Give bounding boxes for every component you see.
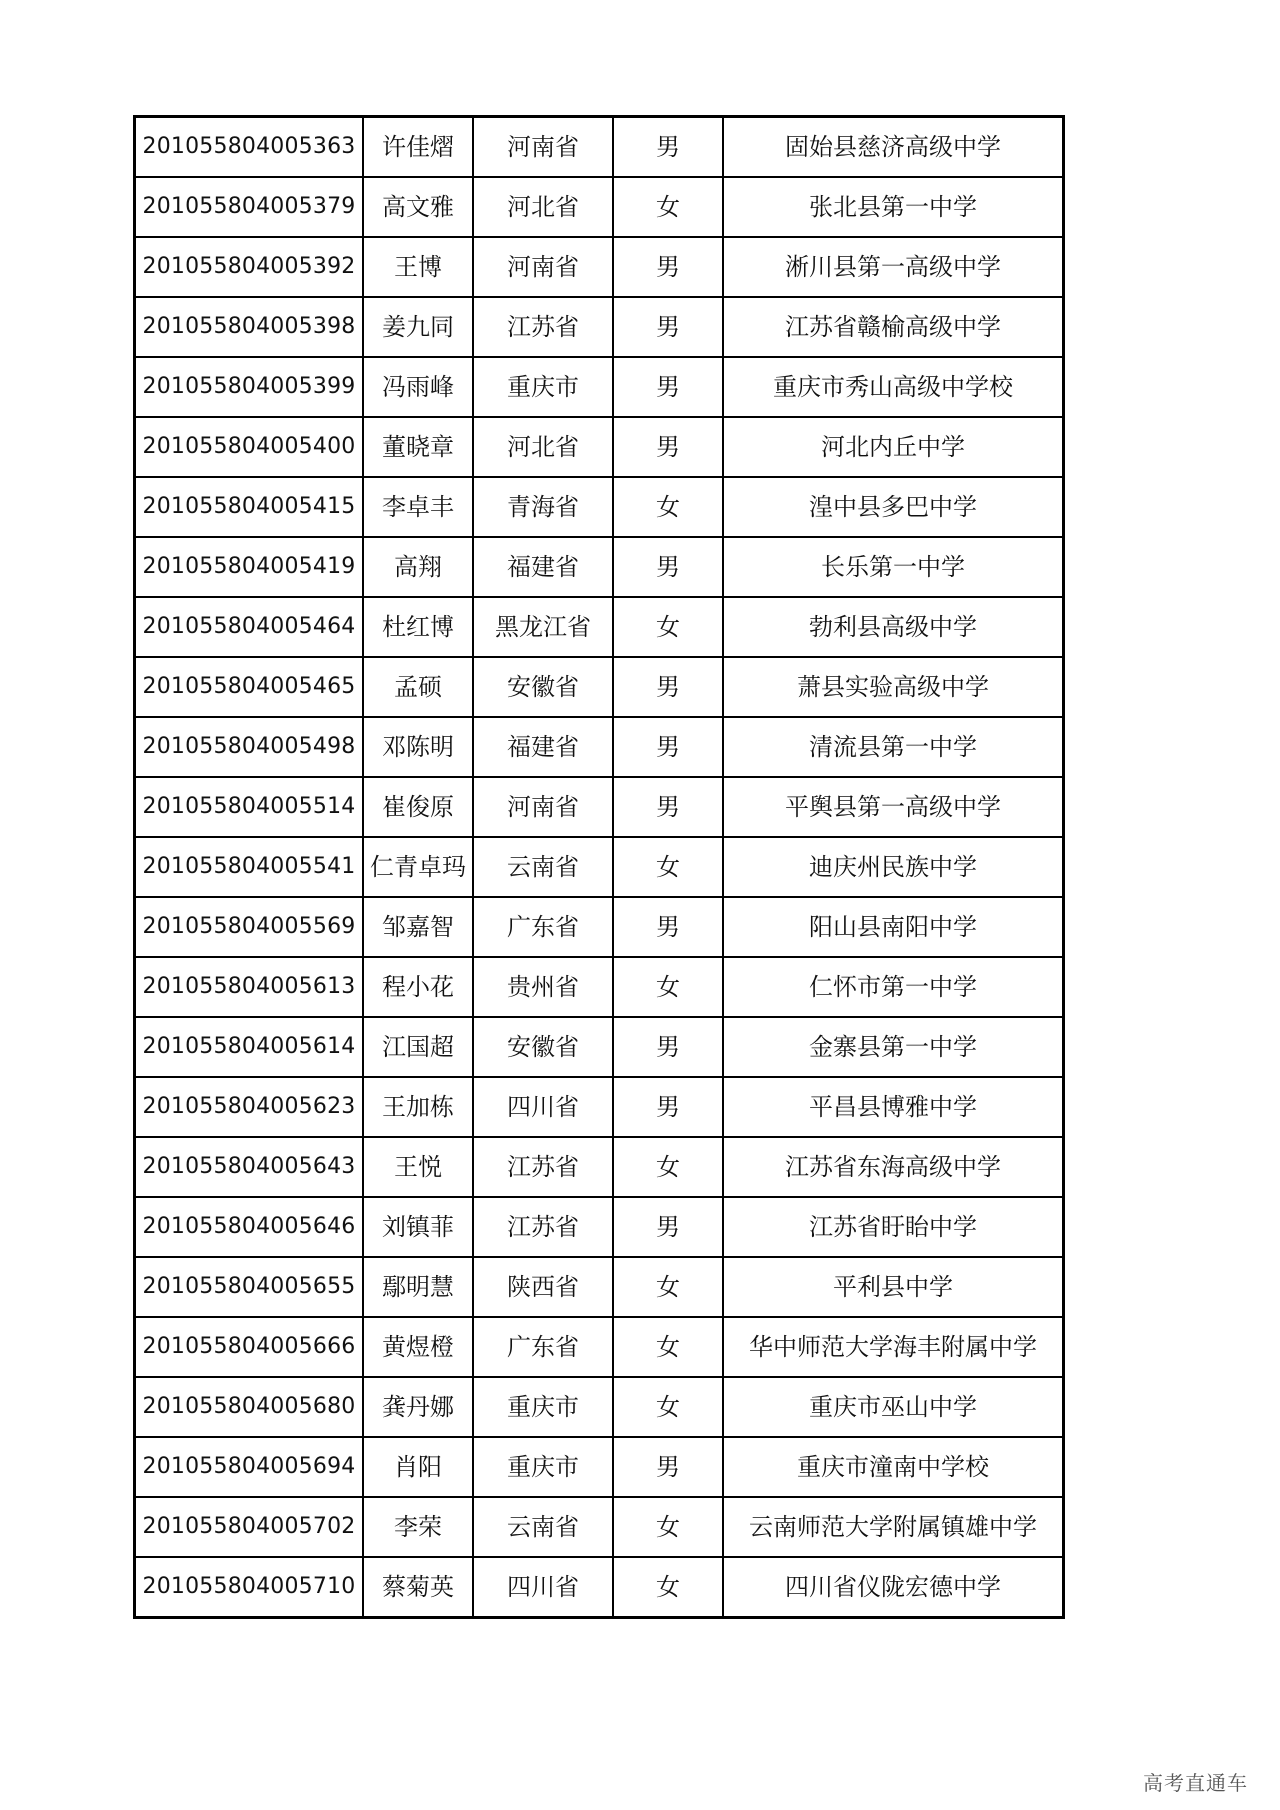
cell-gender: 男 bbox=[613, 1017, 723, 1077]
cell-student-name: 杜红博 bbox=[363, 597, 473, 657]
cell-school: 金寨县第一中学 bbox=[723, 1017, 1064, 1077]
cell-exam-id: 201055804005614 bbox=[135, 1017, 364, 1077]
cell-province: 陕西省 bbox=[473, 1257, 613, 1317]
cell-student-name: 姜九同 bbox=[363, 297, 473, 357]
cell-school: 长乐第一中学 bbox=[723, 537, 1064, 597]
cell-student-name: 龚丹娜 bbox=[363, 1377, 473, 1437]
cell-province: 河北省 bbox=[473, 177, 613, 237]
cell-gender: 男 bbox=[613, 537, 723, 597]
table-row bbox=[135, 1497, 1064, 1557]
cell-province: 广东省 bbox=[473, 897, 613, 957]
cell-gender: 男 bbox=[613, 417, 723, 477]
cell-school: 重庆市潼南中学校 bbox=[723, 1437, 1064, 1497]
cell-school: 重庆市秀山高级中学校 bbox=[723, 357, 1064, 417]
table-row bbox=[135, 477, 1064, 537]
table-row bbox=[135, 297, 1064, 357]
cell-gender: 男 bbox=[613, 657, 723, 717]
cell-school: 阳山县南阳中学 bbox=[723, 897, 1064, 957]
cell-exam-id: 201055804005464 bbox=[135, 597, 364, 657]
cell-exam-id: 201055804005415 bbox=[135, 477, 364, 537]
table-row bbox=[135, 537, 1064, 597]
cell-school: 固始县慈济高级中学 bbox=[723, 117, 1064, 178]
cell-school: 清流县第一中学 bbox=[723, 717, 1064, 777]
cell-province: 黑龙江省 bbox=[473, 597, 613, 657]
cell-gender: 女 bbox=[613, 1317, 723, 1377]
cell-school: 四川省仪陇宏德中学 bbox=[723, 1557, 1064, 1618]
table-row bbox=[135, 1437, 1064, 1497]
cell-student-name: 李荣 bbox=[363, 1497, 473, 1557]
watermark-text: 高考直通车 bbox=[1143, 1771, 1248, 1795]
cell-gender: 女 bbox=[613, 957, 723, 1017]
cell-province: 福建省 bbox=[473, 717, 613, 777]
cell-province: 河南省 bbox=[473, 237, 613, 297]
cell-province: 重庆市 bbox=[473, 357, 613, 417]
cell-exam-id: 201055804005392 bbox=[135, 237, 364, 297]
cell-school: 江苏省盱眙中学 bbox=[723, 1197, 1064, 1257]
table-row bbox=[135, 657, 1064, 717]
cell-school: 华中师范大学海丰附属中学 bbox=[723, 1317, 1064, 1377]
table-row bbox=[135, 837, 1064, 897]
table-row bbox=[135, 777, 1064, 837]
cell-gender: 男 bbox=[613, 117, 723, 178]
cell-student-name: 仁青卓玛 bbox=[363, 837, 473, 897]
cell-gender: 男 bbox=[613, 1437, 723, 1497]
cell-school: 平昌县博雅中学 bbox=[723, 1077, 1064, 1137]
cell-student-name: 孟硕 bbox=[363, 657, 473, 717]
cell-exam-id: 201055804005363 bbox=[135, 117, 364, 178]
cell-gender: 女 bbox=[613, 1257, 723, 1317]
cell-school: 勃利县高级中学 bbox=[723, 597, 1064, 657]
cell-student-name: 程小花 bbox=[363, 957, 473, 1017]
cell-student-name: 王博 bbox=[363, 237, 473, 297]
cell-province: 江苏省 bbox=[473, 297, 613, 357]
cell-province: 云南省 bbox=[473, 837, 613, 897]
cell-exam-id: 201055804005419 bbox=[135, 537, 364, 597]
cell-gender: 男 bbox=[613, 777, 723, 837]
cell-student-name: 黄煜橙 bbox=[363, 1317, 473, 1377]
cell-school: 云南师范大学附属镇雄中学 bbox=[723, 1497, 1064, 1557]
table-row bbox=[135, 177, 1064, 237]
cell-province: 云南省 bbox=[473, 1497, 613, 1557]
cell-student-name: 冯雨峰 bbox=[363, 357, 473, 417]
cell-exam-id: 201055804005398 bbox=[135, 297, 364, 357]
cell-student-name: 高文雅 bbox=[363, 177, 473, 237]
cell-student-name: 崔俊原 bbox=[363, 777, 473, 837]
cell-exam-id: 201055804005646 bbox=[135, 1197, 364, 1257]
cell-exam-id: 201055804005465 bbox=[135, 657, 364, 717]
table-row bbox=[135, 1137, 1064, 1197]
cell-province: 青海省 bbox=[473, 477, 613, 537]
cell-exam-id: 201055804005694 bbox=[135, 1437, 364, 1497]
table-row bbox=[135, 1257, 1064, 1317]
cell-exam-id: 201055804005399 bbox=[135, 357, 364, 417]
cell-gender: 女 bbox=[613, 837, 723, 897]
cell-gender: 女 bbox=[613, 477, 723, 537]
cell-province: 四川省 bbox=[473, 1557, 613, 1618]
cell-student-name: 蔡菊英 bbox=[363, 1557, 473, 1618]
cell-school: 张北县第一中学 bbox=[723, 177, 1064, 237]
cell-school: 仁怀市第一中学 bbox=[723, 957, 1064, 1017]
cell-province: 江苏省 bbox=[473, 1137, 613, 1197]
cell-student-name: 董晓章 bbox=[363, 417, 473, 477]
table-row bbox=[135, 1557, 1064, 1618]
cell-province: 重庆市 bbox=[473, 1377, 613, 1437]
cell-exam-id: 201055804005702 bbox=[135, 1497, 364, 1557]
cell-student-name: 李卓丰 bbox=[363, 477, 473, 537]
table-row bbox=[135, 1017, 1064, 1077]
admission-roster-table bbox=[133, 115, 1065, 1619]
table-row bbox=[135, 1377, 1064, 1437]
cell-exam-id: 201055804005514 bbox=[135, 777, 364, 837]
cell-school: 迪庆州民族中学 bbox=[723, 837, 1064, 897]
cell-province: 四川省 bbox=[473, 1077, 613, 1137]
table-row bbox=[135, 357, 1064, 417]
cell-gender: 男 bbox=[613, 897, 723, 957]
cell-gender: 女 bbox=[613, 1137, 723, 1197]
cell-exam-id: 201055804005710 bbox=[135, 1557, 364, 1618]
cell-student-name: 刘镇菲 bbox=[363, 1197, 473, 1257]
cell-province: 河北省 bbox=[473, 417, 613, 477]
cell-gender: 女 bbox=[613, 1497, 723, 1557]
cell-province: 河南省 bbox=[473, 117, 613, 178]
cell-exam-id: 201055804005666 bbox=[135, 1317, 364, 1377]
cell-province: 福建省 bbox=[473, 537, 613, 597]
cell-province: 安徽省 bbox=[473, 657, 613, 717]
cell-gender: 男 bbox=[613, 717, 723, 777]
cell-province: 贵州省 bbox=[473, 957, 613, 1017]
cell-student-name: 许佳熠 bbox=[363, 117, 473, 178]
cell-exam-id: 201055804005643 bbox=[135, 1137, 364, 1197]
cell-school: 重庆市巫山中学 bbox=[723, 1377, 1064, 1437]
cell-school: 江苏省东海高级中学 bbox=[723, 1137, 1064, 1197]
cell-gender: 男 bbox=[613, 1197, 723, 1257]
roster-body bbox=[135, 117, 1064, 1618]
cell-exam-id: 201055804005655 bbox=[135, 1257, 364, 1317]
table-row bbox=[135, 417, 1064, 477]
table-row bbox=[135, 717, 1064, 777]
cell-exam-id: 201055804005379 bbox=[135, 177, 364, 237]
cell-province: 广东省 bbox=[473, 1317, 613, 1377]
cell-gender: 女 bbox=[613, 1557, 723, 1618]
cell-school: 湟中县多巴中学 bbox=[723, 477, 1064, 537]
cell-gender: 男 bbox=[613, 357, 723, 417]
cell-school: 平利县中学 bbox=[723, 1257, 1064, 1317]
cell-gender: 男 bbox=[613, 237, 723, 297]
cell-exam-id: 201055804005680 bbox=[135, 1377, 364, 1437]
table-row bbox=[135, 897, 1064, 957]
cell-school: 河北内丘中学 bbox=[723, 417, 1064, 477]
cell-student-name: 高翔 bbox=[363, 537, 473, 597]
cell-student-name: 王悦 bbox=[363, 1137, 473, 1197]
cell-province: 重庆市 bbox=[473, 1437, 613, 1497]
cell-student-name: 鄢明慧 bbox=[363, 1257, 473, 1317]
cell-school: 江苏省赣榆高级中学 bbox=[723, 297, 1064, 357]
cell-exam-id: 201055804005623 bbox=[135, 1077, 364, 1137]
table-row bbox=[135, 1317, 1064, 1377]
cell-student-name: 肖阳 bbox=[363, 1437, 473, 1497]
cell-exam-id: 201055804005613 bbox=[135, 957, 364, 1017]
cell-exam-id: 201055804005400 bbox=[135, 417, 364, 477]
cell-school: 平舆县第一高级中学 bbox=[723, 777, 1064, 837]
cell-gender: 女 bbox=[613, 1377, 723, 1437]
cell-student-name: 王加栋 bbox=[363, 1077, 473, 1137]
cell-province: 河南省 bbox=[473, 777, 613, 837]
cell-gender: 男 bbox=[613, 1077, 723, 1137]
table-row bbox=[135, 237, 1064, 297]
cell-exam-id: 201055804005569 bbox=[135, 897, 364, 957]
cell-student-name: 邹嘉智 bbox=[363, 897, 473, 957]
table-row bbox=[135, 117, 1064, 178]
cell-exam-id: 201055804005498 bbox=[135, 717, 364, 777]
cell-exam-id: 201055804005541 bbox=[135, 837, 364, 897]
cell-province: 江苏省 bbox=[473, 1197, 613, 1257]
cell-school: 萧县实验高级中学 bbox=[723, 657, 1064, 717]
table-row bbox=[135, 597, 1064, 657]
table-row bbox=[135, 1077, 1064, 1137]
cell-student-name: 邓陈明 bbox=[363, 717, 473, 777]
table-row bbox=[135, 957, 1064, 1017]
cell-gender: 男 bbox=[613, 297, 723, 357]
cell-student-name: 江国超 bbox=[363, 1017, 473, 1077]
cell-province: 安徽省 bbox=[473, 1017, 613, 1077]
cell-gender: 女 bbox=[613, 177, 723, 237]
table-row bbox=[135, 1197, 1064, 1257]
cell-school: 淅川县第一高级中学 bbox=[723, 237, 1064, 297]
cell-gender: 女 bbox=[613, 597, 723, 657]
